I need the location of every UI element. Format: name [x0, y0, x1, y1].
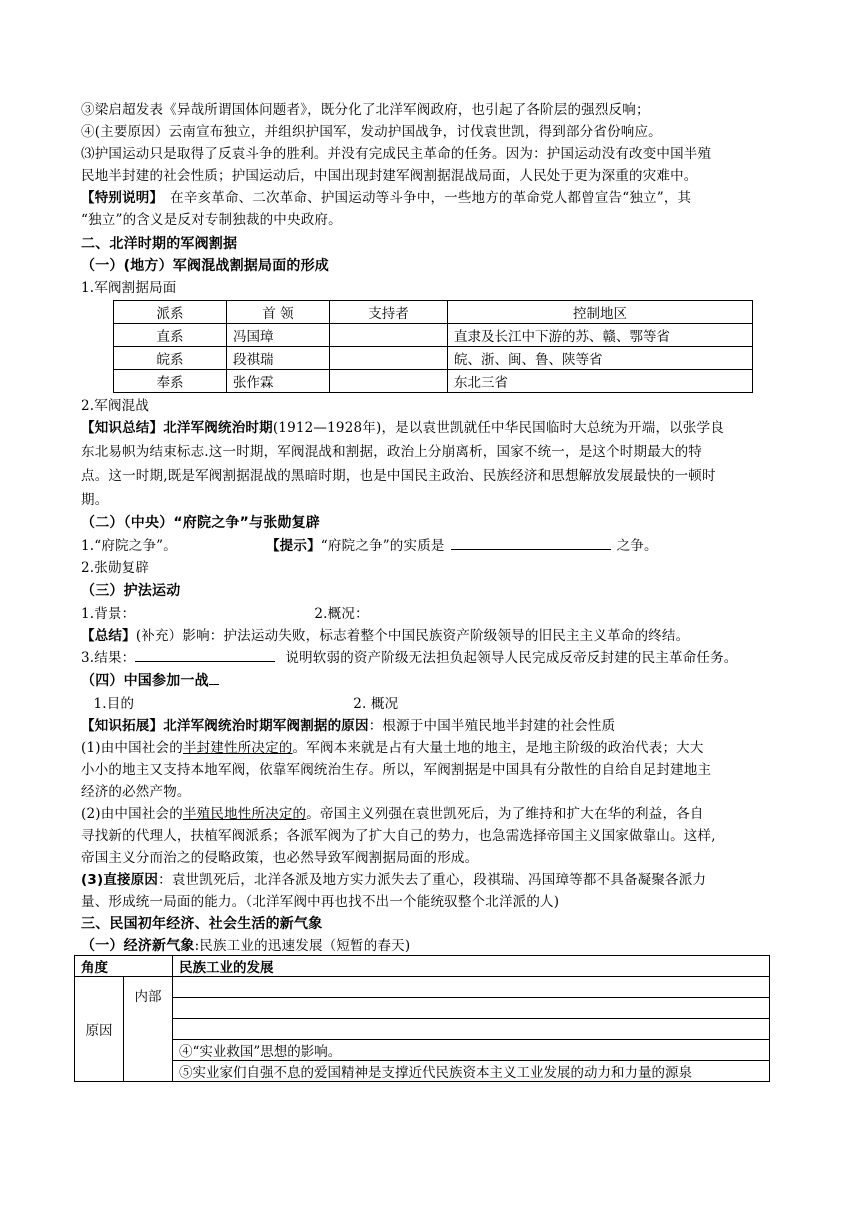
subsection-heading	[81, 935, 781, 957]
underlined-text: 半殖民地性所决定的	[182, 806, 307, 822]
item-label: 2.军阀混战	[81, 398, 150, 414]
paragraph-line: 小小的地主又支持本地军阀，依靠军阀统治生存。所以，军阀割据是中国具有分散性的自给自足封建地主	[81, 762, 712, 778]
summary-line	[81, 625, 781, 647]
table-cell: 段祺瑞	[227, 347, 330, 370]
paragraph-line: 民地半封建的社会性质；护国运动后，中国出现封建军阀割据混战局面，人民处于更为深重的灾难中。	[81, 168, 698, 184]
table-cell: 皖、浙、闽、鲁、陕等省	[448, 347, 753, 370]
subsection-heading: （一）(地方）军阀混战割据局面的形成	[81, 258, 329, 274]
table-cell: 直系	[114, 324, 227, 347]
table-cell	[330, 324, 448, 347]
hint-tail: 之争。	[616, 538, 658, 554]
table-row	[114, 347, 753, 370]
table-row	[114, 324, 753, 347]
table-row	[75, 1019, 770, 1040]
industry-table	[74, 955, 770, 1082]
text-span: 。军阀本来就是占有大量土地的地主，是地主阶级的政治代表；大大	[292, 740, 704, 756]
table-cell	[330, 347, 448, 370]
table-header-cell: 控制地区	[448, 301, 753, 324]
paragraph-line: ④(主要原因）云南宣布独立，并组织护国军，发动护国战争，讨伐袁世凯，得到部分省份响应。	[81, 124, 662, 140]
paragraph-line: “独立”的含义是反对专制独裁的中央政府。	[81, 212, 342, 228]
table-header-cell: 派系	[114, 301, 227, 324]
table-header-cell: 民族工业的发展	[173, 956, 770, 977]
summary-text: (补充）影响：护法运动失败，标志着整个中国民族资产阶级领导的旧民主主义革命的终结。	[135, 628, 690, 644]
item-line	[81, 647, 781, 669]
knowledge-extension-text: ：根源于中国半殖民地半封建的社会性质	[368, 718, 616, 734]
table-cell: ⑤实业家们自强不息的爱国精神是支撑近代民族资本主义工业发展的动力和力量的源泉	[173, 1061, 770, 1082]
table-row	[75, 998, 770, 1019]
subsection-heading-text: :民族工业的迅速发展（短暂的春天)	[194, 938, 411, 954]
item-line	[81, 603, 781, 625]
table-cell	[173, 998, 770, 1019]
section-heading: 二、北洋时期的军阀割据	[81, 236, 238, 252]
warlord-table	[113, 300, 753, 393]
table-cell-internal: 内部	[124, 977, 173, 1082]
paragraph-line: 帝国主义分而治之的侵略政策，也必然导致军阀割据局面的形成。	[81, 850, 479, 866]
paragraph-line: 经济的必然产物。	[81, 784, 191, 800]
section-heading: 三、民国初年经济、社会生活的新气象	[81, 916, 323, 932]
knowledge-summary-tag: 【知识总结】北洋军阀统治时期	[81, 420, 273, 436]
table-row	[75, 977, 770, 998]
item-label: 2.张勋复辟	[81, 560, 150, 576]
table-cell: 皖系	[114, 347, 227, 370]
table-header-cell: 角度	[75, 956, 173, 977]
table-cell: ④“实业救国”思想的影响。	[173, 1040, 770, 1061]
hint-text: “府院之争”的实质是	[320, 538, 445, 554]
table-header-row	[75, 956, 770, 977]
item-label: 2.概况：	[314, 606, 369, 622]
item-label: 1.背景：	[81, 606, 136, 622]
table-cell: 奉系	[114, 370, 227, 393]
direct-cause-tag: (3)直接原因	[81, 872, 159, 888]
table-cell	[173, 1019, 770, 1040]
knowledge-extension-tag: 【知识拓展】北洋军阀统治时期军阀割据的原因	[81, 718, 369, 734]
table-row	[75, 1061, 770, 1082]
text-span: (2)由中国社会的	[81, 806, 183, 822]
text-span: ：袁世凯死后，北洋各派及地方实力派失去了重心，段祺瑞、冯国璋等都不具备凝聚各派力	[158, 872, 707, 888]
paragraph-line	[81, 737, 781, 759]
table-cell	[173, 977, 770, 998]
text-span: (1)由中国社会的	[81, 740, 183, 756]
fill-blank[interactable]	[135, 647, 275, 662]
item-line	[81, 535, 781, 557]
table-cell: 冯国璋	[227, 324, 330, 347]
table-header-cell: 支持者	[330, 301, 448, 324]
item-label: 1.目的	[93, 696, 135, 712]
summary-tag: 【总结】	[81, 628, 136, 644]
paragraph-line: 量、形成统一局面的能力。（北洋军阀中再也找不出一个能统驭整个北洋派的人)	[81, 894, 560, 910]
item-label: 3.结果：	[81, 650, 136, 666]
table-cell-reason: 原因	[75, 977, 124, 1082]
knowledge-summary	[81, 417, 781, 439]
paragraph-line: 期。	[81, 492, 109, 508]
table-row	[114, 370, 753, 393]
subsection-heading-text: （四）中国参加一战	[81, 673, 209, 689]
text-span: 。帝国主义列强在袁世凯死后，为了维持和扩大在华的利益，各自	[306, 806, 704, 822]
table-header-cell: 首 领	[227, 301, 330, 324]
table-header-row	[114, 301, 753, 324]
paragraph-line	[81, 869, 781, 891]
underlined-text: 半封建性所决定的	[182, 740, 293, 756]
table-cell: 东北三省	[448, 370, 753, 393]
paragraph-line: 点。这一时期,既是军阀割据混战的黑暗时期，也是中国民主政治、民族经济和思想解放发展最快的一顿时	[81, 468, 716, 484]
result-text: 说明软弱的资产阶级无法担负起领导人民完成反帝反封建的民主革命任务。	[285, 650, 738, 666]
subsection-heading	[81, 670, 781, 692]
knowledge-summary-text: (1912—1928年)，是以袁世凯就任中华民国临时大总统为开端，以张学良	[272, 420, 724, 436]
special-note-tag: 【特别说明】	[81, 190, 157, 206]
item-label: 2. 概况	[353, 696, 399, 712]
hint-tag: 【提示】	[265, 538, 321, 554]
paragraph-line: 东北易帜为结束标志.这一时期，军阀混战和割据，政治上分崩离析，国家不统一，是这个时期最大的特	[81, 444, 702, 460]
paragraph-line: ③梁启超发表《异哉所谓国体问题者》，既分化了北洋军阀政府，也引起了各阶层的强烈反响；	[81, 102, 650, 118]
table-cell	[330, 370, 448, 393]
item-line	[81, 693, 781, 715]
item-label: 1.“府院之争”。	[81, 538, 177, 554]
knowledge-extension	[81, 715, 781, 737]
special-note-text: 在辛亥革命、二次革命、护国运动等斗争中，一些地方的革命党人都曾宣告“独立”，其	[156, 190, 692, 206]
table-cell: 张作霖	[227, 370, 330, 393]
special-note	[81, 187, 781, 209]
table-cell: 直隶及长江中下游的苏、赣、鄂等省	[448, 324, 753, 347]
subsection-heading-tag: （一）经济新气象	[81, 938, 195, 954]
subsection-heading: （二）（中央）“府院之争”与张勋复辟	[81, 515, 321, 531]
paragraph-line: 寻找新的代理人，扶植军阀派系；各派军阀为了扩大自己的势力，也急需选择帝国主义国家做靠山。这样,	[81, 828, 716, 844]
item-label: 1.军阀割据局面	[81, 280, 177, 296]
fill-blank[interactable]	[451, 535, 611, 550]
subsection-heading: （三）护法运动	[81, 583, 181, 599]
table-row	[75, 1040, 770, 1061]
paragraph-line: ⑶护国运动只是取得了反袁斗争的胜利。并没有完成民主革命的任务。因为：护国运动没有改变中国半殖	[81, 146, 712, 162]
paragraph-line	[81, 803, 781, 825]
